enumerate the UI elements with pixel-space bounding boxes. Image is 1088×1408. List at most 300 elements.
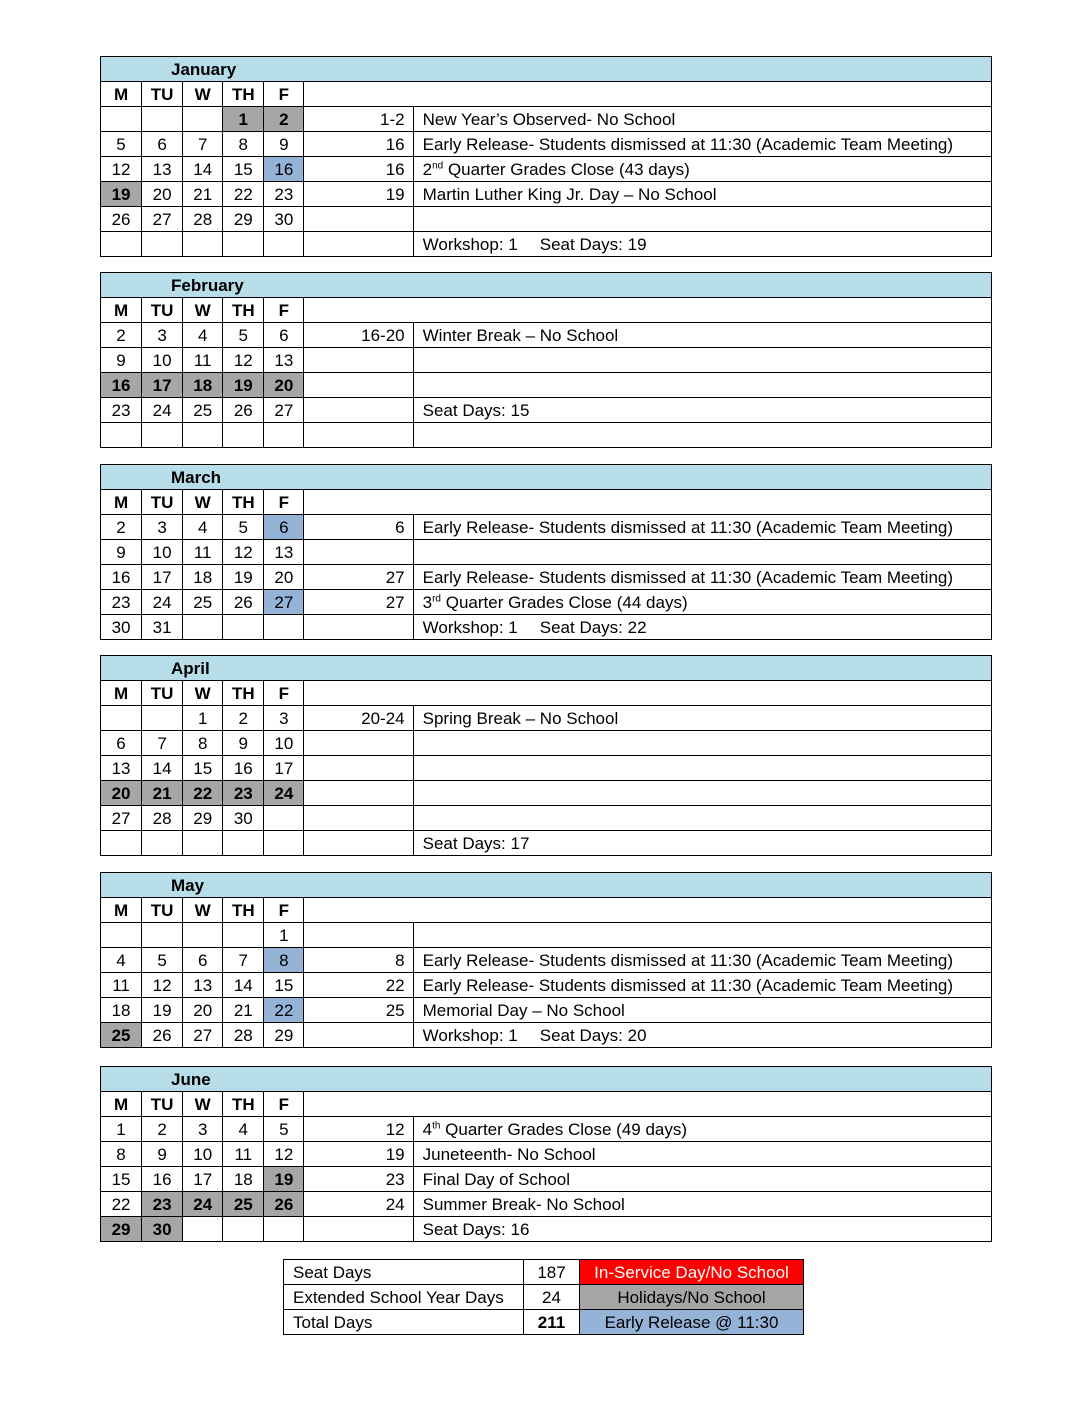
day-cell: 23 (264, 182, 304, 207)
day-cell: 15 (183, 756, 223, 781)
event-description (413, 132, 991, 157)
day-header: M (101, 490, 142, 515)
day-cell: 17 (264, 756, 304, 781)
summary-label: Seat Days (284, 1260, 524, 1285)
event-description (413, 157, 991, 182)
event-description (413, 423, 991, 448)
day-header: TH (223, 82, 264, 107)
day-cell (101, 706, 142, 731)
day-cell: 10 (142, 348, 183, 373)
day-cell: 26 (142, 1023, 183, 1048)
week-row (101, 232, 992, 257)
day-cell: 1 (264, 923, 304, 948)
day-cell: 1 (223, 107, 264, 132)
month-title: April (101, 656, 992, 681)
event-ordinal-suffix: th (432, 1119, 441, 1131)
event-ordinal-suffix: nd (432, 159, 444, 171)
week-row (101, 615, 992, 640)
summary-row (284, 1285, 804, 1310)
summary-label: Total Days (284, 1310, 524, 1335)
legend-item: Early Release @ 11:30 (580, 1310, 804, 1335)
month-title: January (101, 57, 992, 82)
event-date (304, 756, 413, 781)
event-description (413, 923, 991, 948)
day-header-row (101, 681, 992, 706)
month-january (100, 56, 992, 257)
event-description (413, 973, 991, 998)
day-cell: 2 (223, 706, 264, 731)
event-description (413, 998, 991, 1023)
day-cell (101, 107, 142, 132)
day-cell (101, 923, 142, 948)
event-description (413, 207, 991, 232)
event-text: New Year’s Observed- No School (422, 109, 676, 129)
day-header: W (183, 490, 223, 515)
day-cell: 12 (223, 540, 264, 565)
event-description (413, 615, 991, 640)
summary-table (283, 1259, 804, 1335)
event-description (413, 515, 991, 540)
day-cell: 14 (183, 157, 223, 182)
day-cell (264, 423, 304, 448)
week-row (101, 756, 992, 781)
event-text: Memorial Day – No School (422, 1000, 625, 1020)
summary-row (284, 1310, 804, 1335)
event-text-after: Quarter Grades Close (43 days) (443, 159, 690, 179)
day-header: W (183, 298, 223, 323)
week-row (101, 132, 992, 157)
event-date (304, 923, 413, 948)
day-cell: 13 (142, 157, 183, 182)
week-row (101, 923, 992, 948)
day-header-row (101, 490, 992, 515)
day-header: F (264, 898, 304, 923)
day-cell: 16 (101, 373, 142, 398)
event-text-after: Quarter Grades Close (49 days) (440, 1119, 688, 1139)
event-description (413, 948, 991, 973)
day-cell: 2 (142, 1117, 183, 1142)
week-row (101, 806, 992, 831)
event-date: 23 (304, 1167, 413, 1192)
day-cell: 4 (101, 948, 142, 973)
day-cell: 27 (101, 806, 142, 831)
day-cell: 23 (223, 781, 264, 806)
day-cell: 17 (142, 373, 183, 398)
event-date (304, 540, 413, 565)
event-description (413, 1167, 991, 1192)
day-cell: 11 (223, 1142, 264, 1167)
day-cell: 3 (142, 515, 183, 540)
event-text: Early Release- Students dismissed at 11:30 (Academic Team Meeting) (422, 950, 954, 970)
event-text: Early Release- Students dismissed at 11:30 (Academic Team Meeting) (422, 567, 954, 587)
event-text: Seat Days: 15 (422, 400, 530, 420)
month-title-row (101, 465, 992, 490)
day-header: M (101, 681, 142, 706)
day-header: W (183, 898, 223, 923)
day-cell: 20 (264, 565, 304, 590)
header-spacer (304, 681, 992, 706)
day-cell (223, 423, 264, 448)
day-cell: 20 (183, 998, 223, 1023)
day-cell: 13 (264, 348, 304, 373)
month-table (100, 872, 992, 1048)
day-header: TH (223, 681, 264, 706)
event-date (304, 806, 413, 831)
event-description (413, 348, 991, 373)
event-text: Winter Break – No School (422, 325, 619, 345)
event-description (413, 756, 991, 781)
event-date: 12 (304, 1117, 413, 1142)
day-header: M (101, 298, 142, 323)
day-cell (142, 232, 183, 257)
week-row (101, 973, 992, 998)
day-cell: 30 (264, 207, 304, 232)
day-cell (183, 1217, 223, 1242)
day-cell: 10 (183, 1142, 223, 1167)
day-cell: 15 (223, 157, 264, 182)
month-title-row (101, 656, 992, 681)
month-table (100, 464, 992, 640)
day-cell: 22 (264, 998, 304, 1023)
event-date: 27 (304, 565, 413, 590)
day-cell: 19 (223, 373, 264, 398)
day-cell: 14 (142, 756, 183, 781)
week-row (101, 1167, 992, 1192)
header-spacer (304, 82, 992, 107)
day-cell: 8 (264, 948, 304, 973)
day-cell: 6 (183, 948, 223, 973)
day-cell: 29 (264, 1023, 304, 1048)
day-cell: 21 (142, 781, 183, 806)
week-row (101, 423, 992, 448)
day-cell: 7 (223, 948, 264, 973)
week-row (101, 157, 992, 182)
day-cell: 23 (101, 398, 142, 423)
day-cell: 18 (183, 565, 223, 590)
day-cell: 9 (223, 731, 264, 756)
day-header: TU (142, 298, 183, 323)
event-text: Summer Break- No School (422, 1194, 625, 1214)
event-description (413, 540, 991, 565)
event-date (304, 831, 413, 856)
header-spacer (304, 298, 992, 323)
day-cell: 6 (101, 731, 142, 756)
day-cell: 13 (101, 756, 142, 781)
event-text: Workshop: 1 (422, 1025, 518, 1045)
seat-days-text: Seat Days: 20 (539, 1025, 647, 1045)
day-cell: 12 (142, 973, 183, 998)
day-header-row (101, 298, 992, 323)
legend-item: In-Service Day/No School (580, 1260, 804, 1285)
week-row (101, 515, 992, 540)
day-cell: 20 (264, 373, 304, 398)
day-cell: 8 (183, 731, 223, 756)
event-date (304, 373, 413, 398)
day-cell: 16 (101, 565, 142, 590)
event-text: Early Release- Students dismissed at 11:30 (Academic Team Meeting) (422, 517, 954, 537)
day-cell: 6 (142, 132, 183, 157)
day-cell: 15 (101, 1167, 142, 1192)
day-cell: 1 (183, 706, 223, 731)
day-cell (142, 923, 183, 948)
day-cell: 21 (223, 998, 264, 1023)
month-title: February (101, 273, 992, 298)
month-title-row (101, 273, 992, 298)
day-cell: 21 (183, 182, 223, 207)
day-cell: 7 (142, 731, 183, 756)
day-cell: 25 (183, 398, 223, 423)
day-cell (101, 232, 142, 257)
day-cell: 9 (101, 348, 142, 373)
day-cell: 5 (101, 132, 142, 157)
event-description (413, 590, 991, 615)
day-cell: 19 (101, 182, 142, 207)
week-row (101, 323, 992, 348)
day-cell: 12 (101, 157, 142, 182)
day-cell: 11 (183, 540, 223, 565)
event-text: Seat Days: 16 (422, 1219, 530, 1239)
event-description (413, 1217, 991, 1242)
week-row (101, 565, 992, 590)
day-cell: 8 (101, 1142, 142, 1167)
event-date: 16-20 (304, 323, 413, 348)
event-date: 16 (304, 157, 413, 182)
day-cell (142, 831, 183, 856)
month-title-row (101, 873, 992, 898)
seat-days-text: Seat Days: 19 (539, 234, 647, 254)
day-cell: 18 (101, 998, 142, 1023)
event-text-after: Quarter Grades Close (44 days) (441, 592, 688, 612)
week-row (101, 731, 992, 756)
day-header: F (264, 82, 304, 107)
day-cell: 8 (223, 132, 264, 157)
day-cell: 13 (264, 540, 304, 565)
day-cell (101, 423, 142, 448)
month-title-row (101, 1067, 992, 1092)
day-cell (183, 232, 223, 257)
month-june (100, 1066, 992, 1242)
day-cell: 18 (183, 373, 223, 398)
week-row (101, 998, 992, 1023)
day-header: F (264, 681, 304, 706)
day-cell: 15 (264, 973, 304, 998)
event-description (413, 831, 991, 856)
day-cell: 9 (142, 1142, 183, 1167)
week-row (101, 1023, 992, 1048)
week-row (101, 1192, 992, 1217)
header-spacer (304, 1092, 992, 1117)
month-title: June (101, 1067, 992, 1092)
header-spacer (304, 490, 992, 515)
day-cell: 31 (142, 615, 183, 640)
event-description (413, 1142, 991, 1167)
day-cell: 29 (101, 1217, 142, 1242)
day-header: TU (142, 82, 183, 107)
event-date: 19 (304, 1142, 413, 1167)
event-text: Martin Luther King Jr. Day – No School (422, 184, 717, 204)
day-cell: 19 (142, 998, 183, 1023)
week-row (101, 540, 992, 565)
month-title: March (101, 465, 992, 490)
day-cell: 24 (264, 781, 304, 806)
day-cell (264, 615, 304, 640)
day-cell: 10 (142, 540, 183, 565)
day-cell: 24 (183, 1192, 223, 1217)
day-header: M (101, 82, 142, 107)
month-title-row (101, 57, 992, 82)
legend-item: Holidays/No School (580, 1285, 804, 1310)
day-cell: 7 (183, 132, 223, 157)
day-cell: 27 (264, 590, 304, 615)
day-cell: 23 (142, 1192, 183, 1217)
event-description (413, 232, 991, 257)
day-cell (183, 615, 223, 640)
week-row (101, 207, 992, 232)
event-date: 19 (304, 182, 413, 207)
event-description (413, 706, 991, 731)
event-date (304, 731, 413, 756)
day-cell: 11 (183, 348, 223, 373)
day-header-row (101, 1092, 992, 1117)
day-cell: 29 (223, 207, 264, 232)
day-header: W (183, 82, 223, 107)
day-header: TU (142, 681, 183, 706)
day-cell: 3 (183, 1117, 223, 1142)
day-cell: 5 (142, 948, 183, 973)
day-cell (183, 831, 223, 856)
day-cell: 3 (142, 323, 183, 348)
day-header: TU (142, 490, 183, 515)
day-header: TH (223, 490, 264, 515)
day-cell: 2 (264, 107, 304, 132)
day-cell (142, 107, 183, 132)
day-cell (264, 831, 304, 856)
month-february (100, 272, 992, 448)
day-cell: 22 (183, 781, 223, 806)
event-date: 6 (304, 515, 413, 540)
day-header: TH (223, 898, 264, 923)
event-description (413, 806, 991, 831)
week-row (101, 1217, 992, 1242)
day-cell: 28 (223, 1023, 264, 1048)
day-cell: 19 (223, 565, 264, 590)
day-cell: 27 (142, 207, 183, 232)
event-description (413, 373, 991, 398)
day-cell (142, 706, 183, 731)
event-date (304, 232, 413, 257)
summary-row (284, 1260, 804, 1285)
event-text: Juneteenth- No School (422, 1144, 596, 1164)
day-header-row (101, 82, 992, 107)
day-cell (183, 423, 223, 448)
week-row (101, 1142, 992, 1167)
day-cell: 28 (142, 806, 183, 831)
day-cell: 12 (264, 1142, 304, 1167)
event-description (413, 1117, 991, 1142)
day-cell: 5 (264, 1117, 304, 1142)
day-header: F (264, 298, 304, 323)
day-cell: 20 (142, 182, 183, 207)
month-may (100, 872, 992, 1048)
day-cell: 28 (183, 207, 223, 232)
event-date: 16 (304, 132, 413, 157)
event-text: Early Release- Students dismissed at 11:30 (Academic Team Meeting) (422, 134, 954, 154)
event-description (413, 565, 991, 590)
day-cell: 5 (223, 323, 264, 348)
summary-value: 24 (524, 1285, 580, 1310)
event-date (304, 1023, 413, 1048)
day-cell: 26 (223, 398, 264, 423)
day-cell (223, 615, 264, 640)
week-row (101, 948, 992, 973)
day-header-row (101, 898, 992, 923)
event-text: 4 (422, 1119, 433, 1139)
day-cell: 13 (183, 973, 223, 998)
day-cell (264, 806, 304, 831)
event-date: 1-2 (304, 107, 413, 132)
day-cell (101, 831, 142, 856)
week-row (101, 107, 992, 132)
event-date (304, 1217, 413, 1242)
header-spacer (304, 898, 992, 923)
event-text: Workshop: 1 (422, 234, 518, 254)
day-cell: 16 (142, 1167, 183, 1192)
day-cell (264, 232, 304, 257)
summary-value: 211 (524, 1310, 580, 1335)
event-date (304, 398, 413, 423)
day-cell (223, 831, 264, 856)
day-cell (223, 232, 264, 257)
day-header: F (264, 1092, 304, 1117)
day-cell: 12 (223, 348, 264, 373)
day-cell: 19 (264, 1167, 304, 1192)
month-title: May (101, 873, 992, 898)
event-date (304, 207, 413, 232)
day-header: M (101, 1092, 142, 1117)
day-cell: 6 (264, 323, 304, 348)
day-cell (264, 1217, 304, 1242)
event-description (413, 398, 991, 423)
day-cell: 25 (101, 1023, 142, 1048)
month-table (100, 655, 992, 856)
day-cell: 26 (264, 1192, 304, 1217)
day-header: M (101, 898, 142, 923)
event-text: Seat Days: 17 (422, 833, 530, 853)
event-text: 2 (422, 159, 433, 179)
week-row (101, 398, 992, 423)
event-date: 8 (304, 948, 413, 973)
day-cell: 30 (223, 806, 264, 831)
seat-days-text: Seat Days: 22 (539, 617, 647, 637)
day-cell: 18 (223, 1167, 264, 1192)
week-row (101, 781, 992, 806)
day-cell: 23 (101, 590, 142, 615)
event-date: 24 (304, 1192, 413, 1217)
week-row (101, 182, 992, 207)
event-date: 22 (304, 973, 413, 998)
day-cell: 4 (183, 515, 223, 540)
day-cell: 30 (142, 1217, 183, 1242)
day-cell: 16 (264, 157, 304, 182)
month-table (100, 1066, 992, 1242)
summary-value: 187 (524, 1260, 580, 1285)
event-description (413, 731, 991, 756)
day-cell: 30 (101, 615, 142, 640)
event-date (304, 615, 413, 640)
week-row (101, 590, 992, 615)
day-cell: 17 (183, 1167, 223, 1192)
event-date (304, 423, 413, 448)
